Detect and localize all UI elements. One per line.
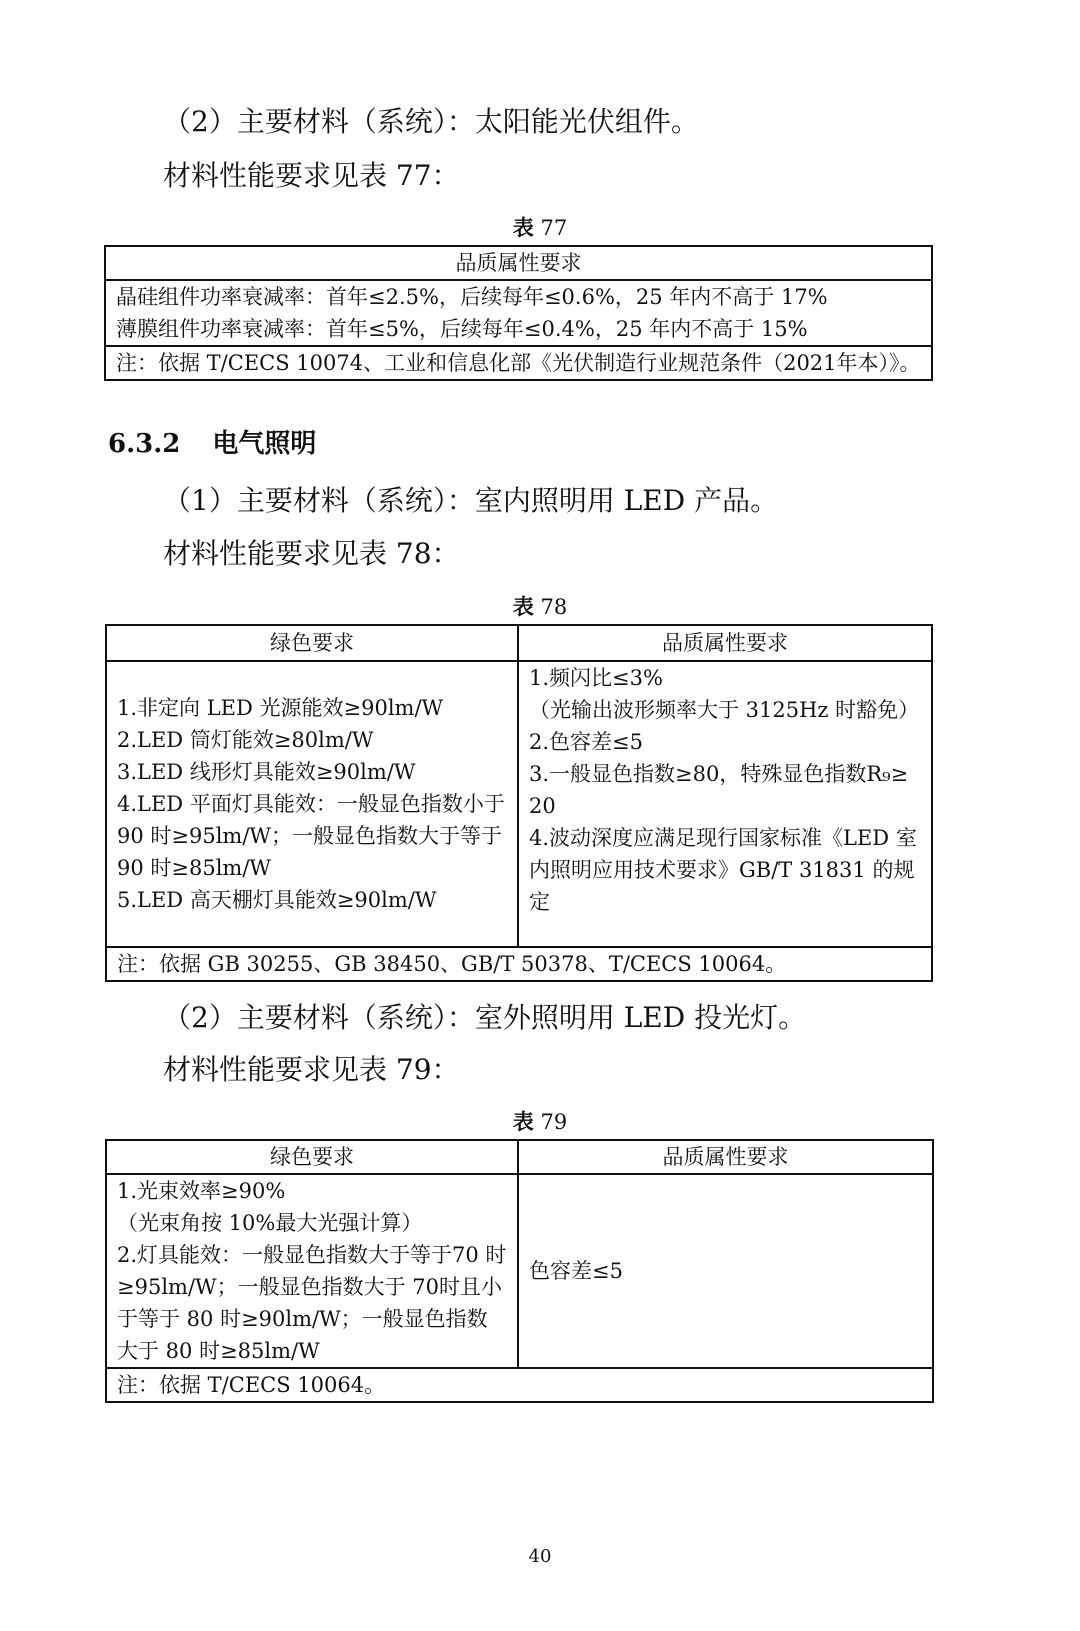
requirement-line: 2.灯具能效：一般显色指数大于等于70 时≥95lm/W；一般显色指数大于 70时且小于等于 80 时≥90lm/W；一般显色指数大于 80 时≥85lm/W [117,1243,507,1363]
table-77-body [105,280,932,346]
section-heading [108,424,316,464]
section-number: 6.3.2 [108,429,181,459]
table-77-row: 薄膜组件功率衰减率：首年≤5%，后续每年≤0.4%，25 年内不高于 15% [116,317,808,341]
requirement-line: 1.光束效率≥90% [117,1179,286,1203]
table-79-col1-header: 绿色要求 [106,1140,518,1174]
table-77-caption [0,214,1080,242]
table-78-quality-requirements [518,661,932,947]
table-79 [105,1139,934,1403]
table-77-row: 晶硅组件功率衰减率：首年≤2.5%，后续每年≤0.6%，25 年内不高于 17% [116,285,828,309]
table-78-intro: 材料性能要求见表 78： [163,537,460,570]
section-title: 电气照明 [212,429,317,459]
table-78-note: 注：依据 GB 30255、GB 38450、GB/T 50378、T/CECS 10064。 [106,947,932,981]
requirement-line: （光输出波形频率大于 3125Hz 时豁免） [529,698,920,722]
table-79-caption [0,1108,1080,1136]
requirement-line: 1.频闪比≤3% [529,666,663,690]
table-77-intro: 材料性能要求见表 77： [163,159,460,192]
table-78 [105,624,933,982]
material-item-outdoor-led: （2）主要材料（系统）：室外照明用 LED 投光灯。 [163,1001,807,1034]
table-caption-number: 79 [540,1110,568,1134]
page-number: 40 [528,1546,552,1567]
requirement-line: 3.一般显色指数≥80，特殊显色指数R₉≥20 [529,762,909,818]
table-77-note [105,346,932,380]
table-78-col2-header: 品质属性要求 [518,625,932,661]
table-78-col1-header: 绿色要求 [106,625,518,661]
table-caption-label: 表 [512,595,534,619]
material-item-pv: （2）主要材料（系统）：太阳能光伏组件。 [163,105,699,138]
table-79-quality-requirements: 色容差≤5 [518,1174,933,1368]
requirement-line: 4.LED 平面灯具能效：一般显色指数小于 90 时≥95lm/W；一般显色指数大于等于 90 时≥85lm/W [117,792,505,880]
table-79-note: 注：依据 T/CECS 10064。 [106,1368,933,1402]
table-78-caption [0,593,1080,621]
table-77-note-text: 注：依据 T/CECS 10074、工业和信息化部《光伏制造行业规范条件（2021年本）》。 [116,351,921,375]
table-79-green-requirements [106,1174,518,1368]
table-caption-number: 78 [540,595,568,619]
table-77 [104,245,933,381]
material-item-indoor-led: （1）主要材料（系统）：室内照明用 LED 产品。 [163,484,779,517]
requirement-line: 5.LED 高天棚灯具能效≥90lm/W [117,888,437,912]
requirement-line: 4.波动深度应满足现行国家标准《LED 室内照明应用技术要求》GB/T 31831 的规定 [529,826,917,914]
requirement-line: 3.LED 线形灯具能效≥90lm/W [117,760,416,784]
table-caption-label: 表 [512,216,534,240]
table-caption-label: 表 [512,1110,534,1134]
requirement-line: 1.非定向 LED 光源能效≥90lm/W [117,696,444,720]
table-caption-number: 77 [540,216,568,240]
requirement-line: 2.色容差≤5 [529,730,643,754]
requirement-line: 2.LED 筒灯能效≥80lm/W [117,728,374,752]
table-78-green-requirements [106,661,518,947]
table-79-col2-header: 品质属性要求 [518,1140,933,1174]
requirement-line: （光束角按 10%最大光强计算） [117,1211,423,1235]
table-77-header: 品质属性要求 [105,246,932,280]
table-79-intro: 材料性能要求见表 79： [163,1053,460,1086]
